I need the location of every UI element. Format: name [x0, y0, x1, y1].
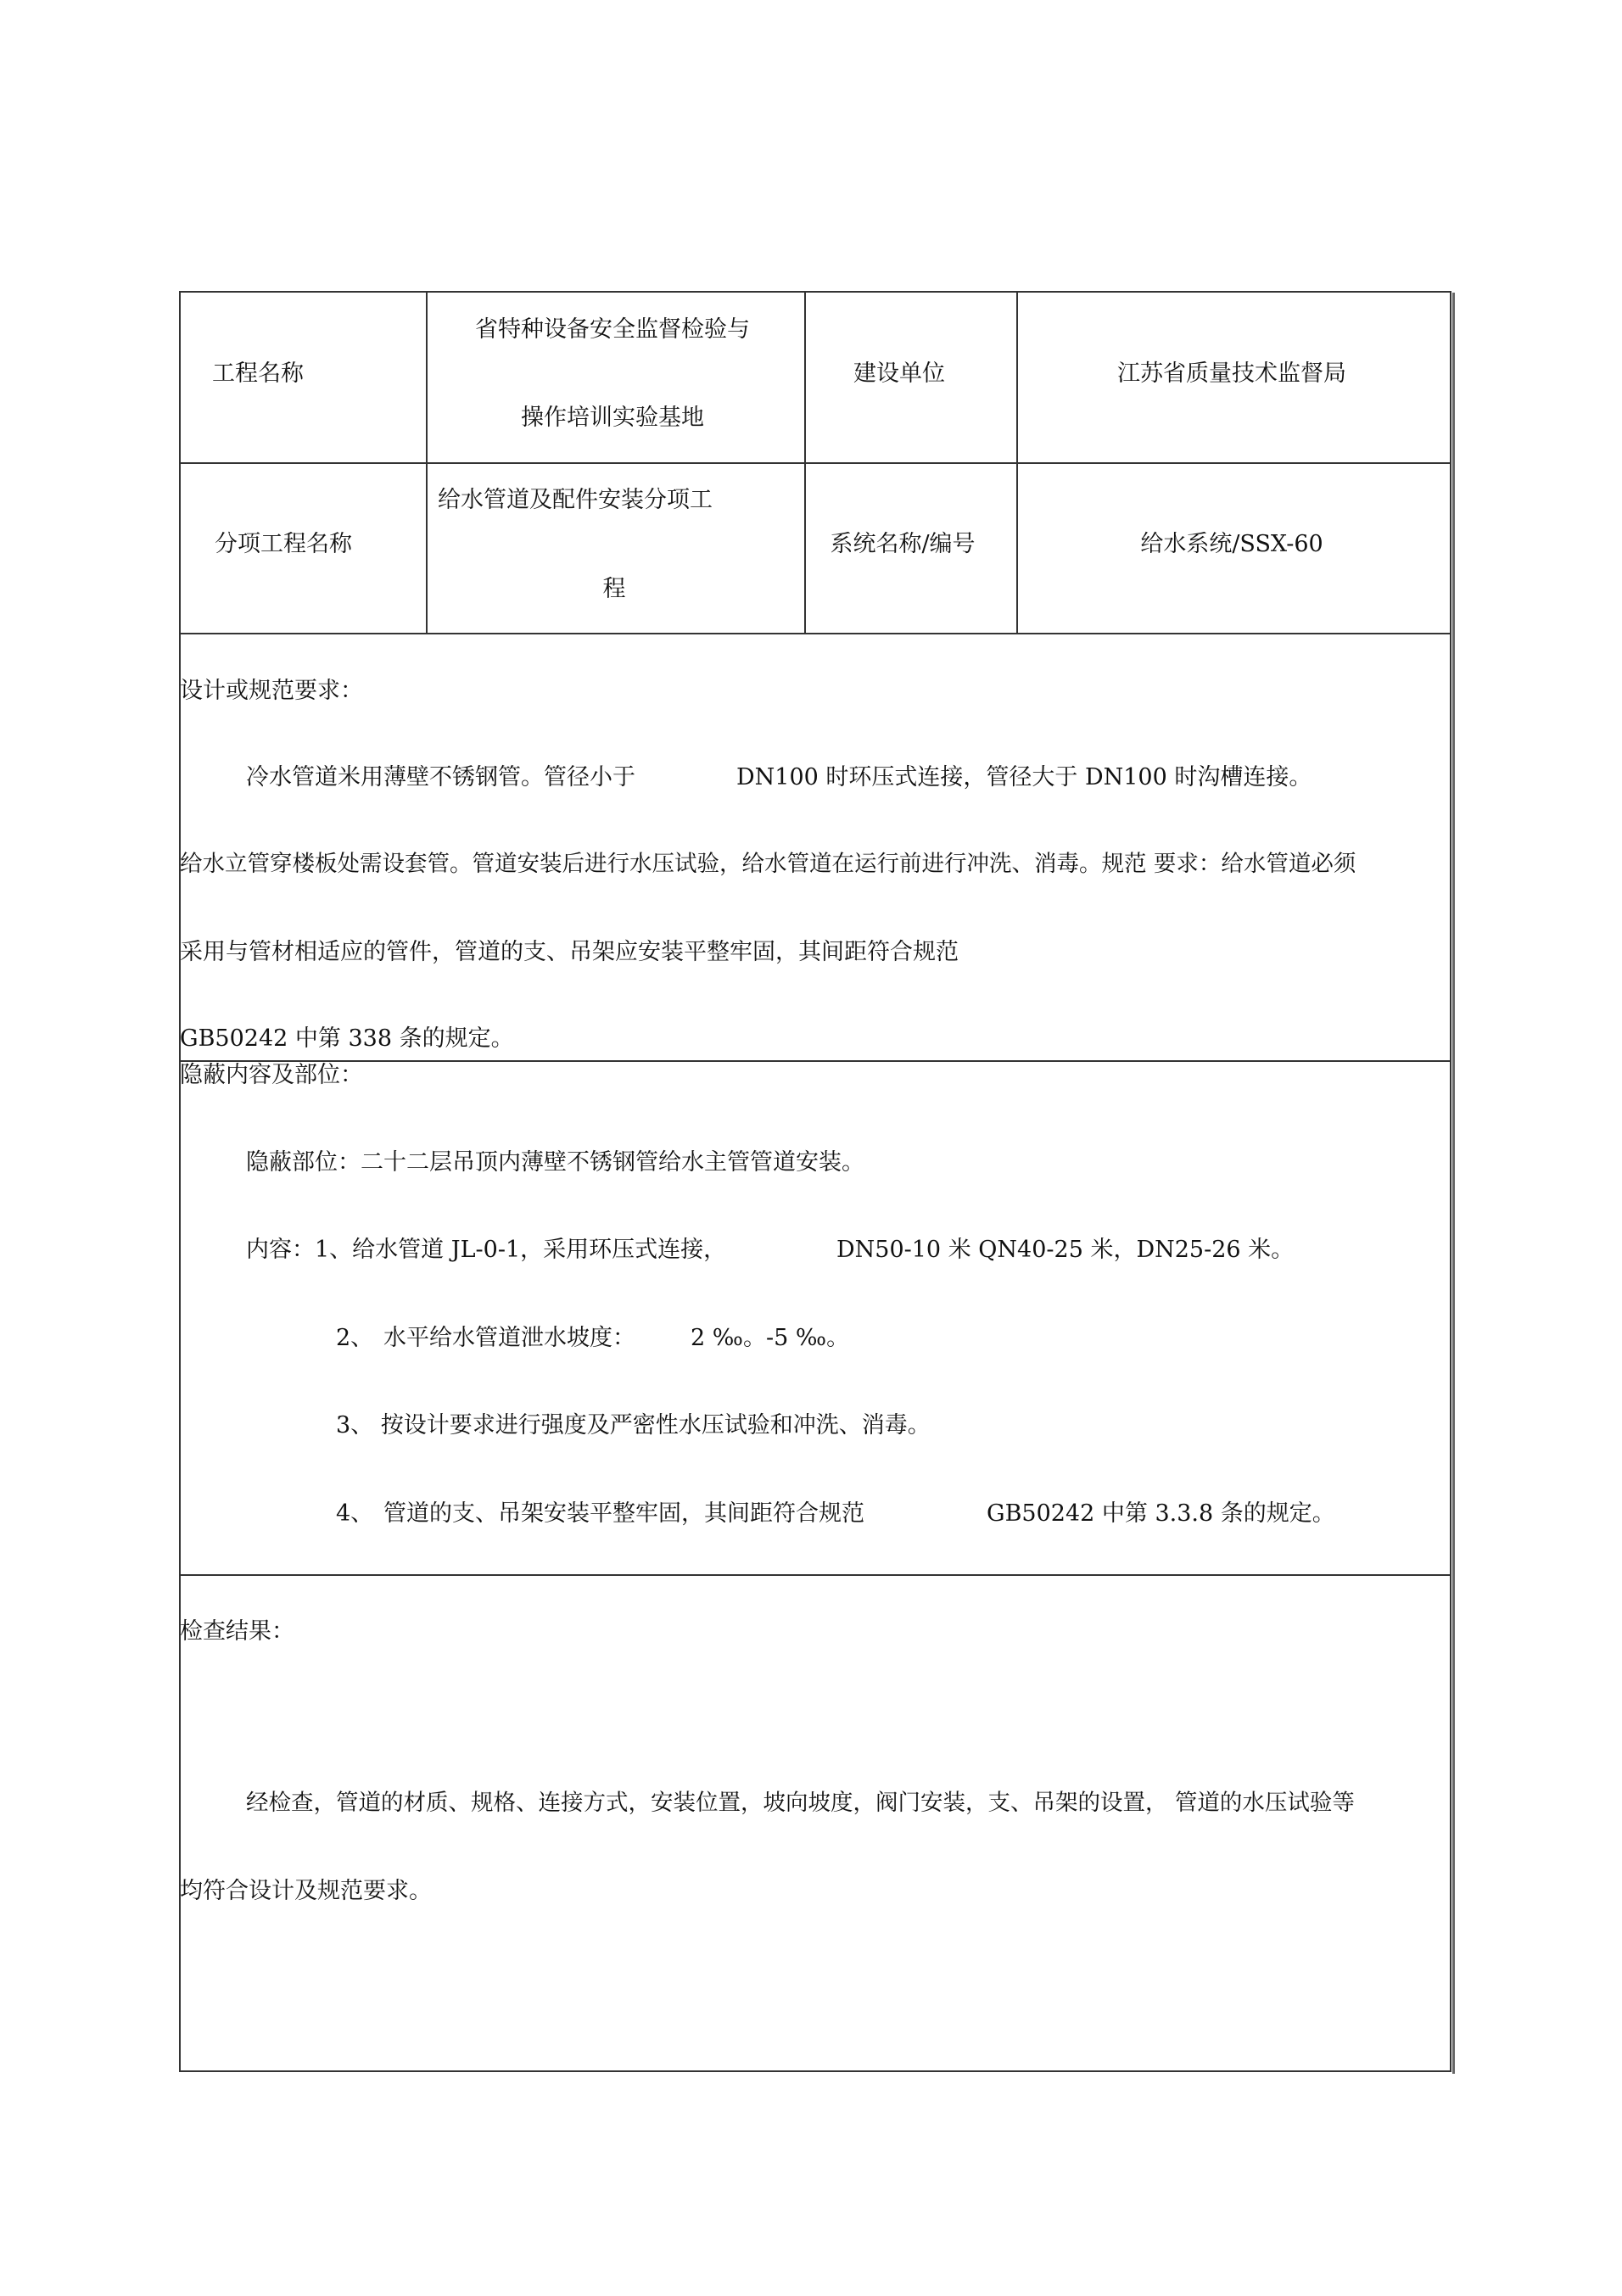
concealed-item-4-number: 4、 — [336, 1500, 374, 1527]
design-paragraph-1a: 冷水管道米用薄壁不锈钢管。管径小于 — [246, 764, 635, 790]
concealed-item-4b: GB50242 中第 3.3.8 条的规定。 — [987, 1500, 1335, 1527]
concealed-item-4a: 管道的支、吊架安装平整牢固，其间距符合规范 — [383, 1500, 864, 1527]
design-paragraph-4: GB50242 中第 338 条的规定。 — [180, 1025, 514, 1052]
table-edge-shadow — [1452, 293, 1455, 2074]
owner-label: 建设单位 — [853, 360, 945, 387]
col-divider-1 — [426, 291, 428, 634]
row-divider-2 — [179, 633, 1451, 634]
design-paragraph-2: 给水立管穿楼板处需设套管。管道安装后进行水压试验，给水管道在运行前进行冲洗、消毒。规范 要求：给水管道必须 — [180, 851, 1356, 877]
subitem-label: 分项工程名称 — [215, 531, 352, 557]
row-divider-1 — [179, 462, 1451, 464]
system-label: 系统名称/编号 — [830, 531, 976, 557]
row-divider-4 — [179, 1574, 1451, 1576]
result-line-1: 经检查，管道的材质、规格、连接方式，安装位置，坡向坡度，阀门安装，支、吊架的设置， 管道的水压试验等 — [246, 1790, 1355, 1816]
result-line-2: 均符合设计及规范要求。 — [180, 1878, 432, 1904]
project-name-line1: 省特种设备安全监督检验与 — [475, 316, 750, 343]
concealed-location: 隐蔽部位：二十二层吊顶内薄壁不锈钢管给水主管管道安装。 — [246, 1149, 864, 1176]
design-paragraph-3: 采用与管材相适应的管件，管道的支、吊架应安装平整牢固，其间距符合规范 — [180, 939, 959, 965]
subitem-line1: 给水管道及配件安装分项工 — [438, 487, 713, 513]
design-heading: 设计或规范要求： — [180, 678, 363, 704]
concealed-item-3: 3、 按设计要求进行强度及严密性水压试验和冲洗、消毒。 — [336, 1412, 931, 1438]
concealed-item-1a: 内容：1、给水管道 JL-0-1，采用环压式连接， — [246, 1237, 727, 1263]
design-paragraph-1b: DN100 时环压式连接，管径大于 DN100 时沟槽连接。 — [736, 764, 1312, 790]
col-divider-2 — [804, 291, 806, 634]
project-name-label: 工程名称 — [212, 360, 304, 387]
subitem-line2: 程 — [602, 576, 626, 602]
system-value: 给水系统/SSX-60 — [1140, 531, 1323, 557]
result-heading: 检查结果： — [180, 1618, 294, 1645]
row-divider-3 — [179, 1060, 1451, 1062]
project-name-line2: 操作培训实验基地 — [521, 405, 704, 431]
concealed-item-2b: 2 ‰。-5 ‰。 — [691, 1325, 850, 1351]
concealed-item-2-number: 2、 — [336, 1325, 374, 1351]
owner-value: 江苏省质量技术监督局 — [1117, 360, 1346, 387]
col-divider-3 — [1016, 291, 1018, 634]
concealed-item-1b: DN50-10 米 QN40-25 米，DN25-26 米。 — [836, 1237, 1295, 1263]
concealed-item-2a: 水平给水管道泄水坡度： — [383, 1325, 635, 1351]
concealed-heading: 隐蔽内容及部位： — [180, 1062, 363, 1088]
